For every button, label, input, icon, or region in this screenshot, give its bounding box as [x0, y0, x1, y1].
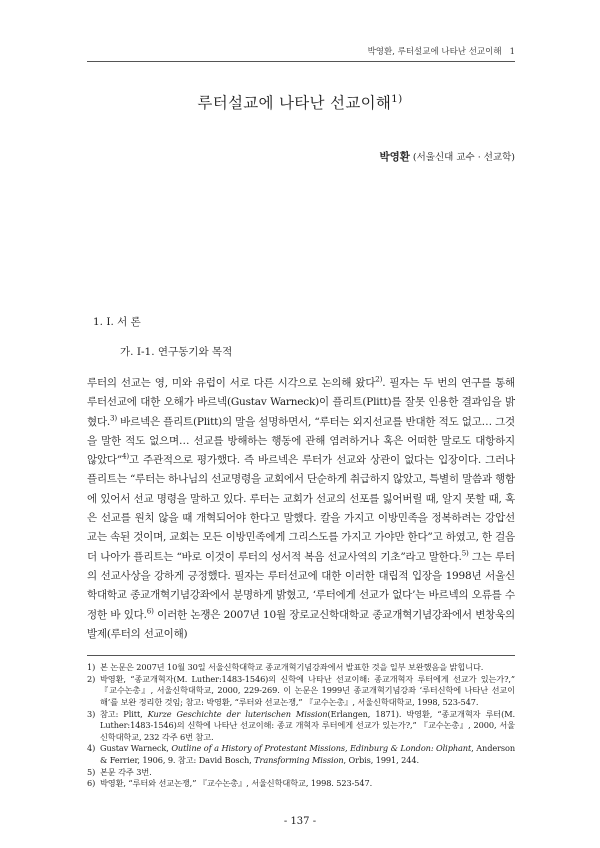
footnote-3: [87, 709, 515, 744]
main-content: [87, 374, 515, 790]
footnote-number: 2): [87, 673, 96, 684]
footnote-number: 1): [87, 662, 96, 673]
footnote-text: , Anderson & Ferrier, 1906, 9. 참고: David Bosch,: [100, 743, 516, 765]
footnote-text: (Erlangen, 1871). 박영환, “종교개혁자 루터(M. Luther:1483-1546)의 신학에 나타난 선교이해: 종교 개혁자 루터에게 선교가 있는가?,” 『교수논총』, 2000, 서울신학대학교, 232 각주 6번 참고.: [100, 708, 515, 742]
footnote-text: 박영환, “루터와 선교논쟁,” 『교수논총』, 서울신학대학교, 1998. 523-547.: [100, 778, 373, 789]
footnote-marker: 3): [110, 413, 117, 423]
body-text-segment: 고 주관적으로 평가했다. 즉 바르넥은 루터가 선교와 상관이 없다는 입장이다. 그러나 플리트는 “루터는 하나님의 선교명령을 교회에서 단순하게 취급하지 않았고, 특별히 말씀과 행함에 있어서 선교 명령을 말하고 있다. 루터는 교회가 선교의 선포를 잃어버릴 때, 알지 못할 때, 혹은 선교를 원치 않을 때 개혁되어야 한다고 말했다. 칼을 가지고 이방민족을 정복하려는 강압선교는 속된 것이며, 교회는 모든 이방민족에게 그리스도를 가지고 가야만 한다”고 하였고, 한 걸음 더 나아가 플리트는 “바로 이것이 루터의 성서적 복음 선교사역의 기초”라고 말한다.: [87, 454, 515, 563]
footnote-italic-title: Kurze Geschichte der luterischen Mission: [147, 708, 328, 719]
footnote-text: , Orbis, 1991, 244.: [343, 754, 419, 765]
section-heading: 1. I. 서 론: [93, 316, 141, 328]
paper-title-text: 루터설교에 나타난 선교이해: [197, 94, 392, 112]
footnote-italic-title: Transforming Mission: [254, 754, 344, 765]
author-name: 박영환: [379, 151, 410, 163]
footnote-marker: 6): [146, 606, 154, 616]
footnote-6: [87, 778, 515, 790]
footnote-text: Gustav Warneck,: [100, 743, 172, 754]
footnote-marker: 4): [122, 451, 129, 461]
author-line: [379, 149, 515, 166]
footnote-number: 6): [87, 778, 96, 789]
section-subheading: 가. I-1. 연구동기와 목적: [120, 346, 233, 358]
footnote-number: 5): [87, 766, 96, 777]
body-text-segment: 루터의 선교는 영, 미와 유럽이 서로 다른 시각으로 논의해 왔다: [87, 377, 376, 389]
footnote-text: 참고: Plitt,: [100, 708, 148, 719]
footnote-italic-title: Outline of a History of Protestant Missions, Edinburg & London: Oliphant: [171, 743, 472, 754]
running-title: 박영환, 루터설교에 나타난 선교이해: [367, 47, 502, 57]
body-paragraph: [87, 374, 515, 644]
body-text-segment: 이러한 논쟁은 2007년 10월 장로교신학대학교 종교개혁기념강좌에서 변창욱의 발제(루터의 선교이해): [87, 608, 515, 640]
footnote-4: [87, 743, 515, 766]
footnote-1: [87, 662, 515, 674]
author-affiliation: (서울신대 교수 · 선교학): [412, 152, 515, 163]
paper-title: [0, 92, 600, 114]
title-footnote-marker: 1): [391, 92, 403, 105]
footnote-marker: 2): [375, 374, 383, 384]
footnote-text: 박영환, “종교개혁자(M. Luther:1483-1546)의 신학에 나타난 선교이해: 종교개혁자 루터에게 선교가 있는가?,” 『교수논총』, 서울신학대학교, 2000, 229-269. 이 논문은 1999년 종교개혁기념강좌 ‘루터신학에 나타난 선교이해’를 보완 정리한 것임; 참고: 박영환, “루터와 선교논쟁,” 『교수논총』, 서울신학대학교, 1998, 523-547.: [100, 673, 515, 707]
footnote-2: [87, 674, 515, 709]
body-text-segment: 그는 루터의 선교사상을 강하게 긍정했다. 필자는 루터선교에 대한 이러한 대립적 입장을 1998년 서울신학대학교 종교개혁기념강좌에서 분명하게 밝혔고, ‘루터에게 선교가 없다’는 바르넥의 오류를 수정한 바 있다.: [87, 550, 515, 621]
footnote-5: [87, 767, 515, 779]
page-number: - 137 -: [283, 816, 317, 827]
body-text-segment: 바르넥은 플리트(Plitt)의 말을 설명하면서, “루터는 외지선교를 반대한 적도 없고… 그것을 말한 적도 없으며… 선교를 방해하는 행동에 관해 염려하거나 혹은 어떠한 말로도 대항하지 않았다”: [87, 415, 515, 467]
footnotes: [87, 662, 515, 790]
footnote-number: 3): [87, 708, 96, 719]
running-header-page: 1: [509, 47, 515, 57]
footnote-text: 본문 각주 3번.: [100, 766, 152, 777]
running-header: [87, 46, 515, 62]
footnote-marker: 5): [461, 548, 469, 558]
body-text-segment: . 필자는 두 번의 연구를 통해 루터선교에 대한 오해가 바르넥(Gustav Warneck)이 플리트(Plitt)를 잘못 인용한 결과임을 밝혔다.: [87, 377, 516, 428]
footnote-text: 본 논문은 2007년 10월 30일 서울신학대학교 종교개혁기념강좌에서 발표한 것을 일부 보완했음을 밝힙니다.: [100, 662, 484, 673]
footnote-separator: [87, 655, 515, 656]
footnote-number: 4): [87, 743, 96, 754]
